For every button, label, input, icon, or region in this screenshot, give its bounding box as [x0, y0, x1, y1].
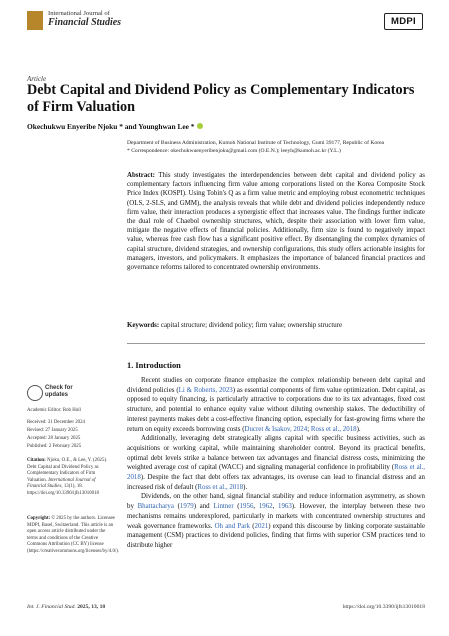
citation-link[interactable]: Ducret & Isakov, 2024: [244, 425, 308, 433]
keywords-text: capital structure; dividend policy; firm value; ownership structure: [160, 322, 343, 329]
orcid-icon[interactable]: [197, 123, 203, 129]
citation-link[interactable]: 2021: [254, 522, 269, 530]
accepted-date: Accepted: 28 January 2025: [27, 436, 81, 441]
keywords: [127, 321, 425, 330]
citation-link[interactable]: 1979: [179, 503, 194, 511]
section-body: [127, 376, 425, 551]
citation-link[interactable]: 1962: [258, 503, 273, 511]
section-heading: 1. Introduction: [127, 361, 181, 370]
paragraph-1: Recent studies on corporate finance emphasize the complex relationship between debt capital and dividend policies (Li & Roberts, 2023) as essential components of firm value optimization. Debt capital, as opposed to equity financing, is particularly attractive to corporations due to its tax advantages, fixed cost structure, and potential to enhance equity value without diluting ownership stakes. The deductibility of interest payments makes debt a cost-effective financing option, especially for fast-growing firms where the return on equity exceeds borrowing costs (Ducret & Isakov, 2024; Ross et al., 2018).: [127, 377, 425, 433]
abstract-text: This study investigates the interdependencies between debt capital and dividend policy as complementary factors influencing firm value among corporations listed on the Korea Composite Stock Price Index (KOSPI). Using Tobin's Q as a firm value metric and employing robust econometric techniques (OLS, 2-SLS, and GMM), the analysis reveals that while debt and dividend policies independently reduce firm value, their interaction produces a synergistic effect that increases value. The findings further indicate the dual role of Chaebol ownership structures, which, despite their association with lower firm value, mitigate the negative effects of financial policies. Additionally, firm size is found to negatively impact value, whereas free cash flow has a significant positive effect. By disentangling the complex dynamics of capital structure, dividend strategies, and ownership configurations, this study offers actionable insights for managers, investors, and policymakers. It emphasizes the importance of balanced financial practices and governance reforms tailored to concentrated ownership environments.: [127, 172, 425, 272]
citation-link[interactable]: Oh and Park: [214, 522, 250, 530]
affiliation: Department of Business Administration, Kumoh National Institute of Technology, Gumi 39177, Republic of Korea: [127, 140, 385, 146]
journal-name-line2: Financial Studies: [48, 17, 122, 28]
citation-link[interactable]: 1963: [278, 503, 292, 511]
authors-text: Okechukwu Enyeribe Njoku * and Younghwan Lee *: [27, 122, 195, 131]
paragraph-2: Additionally, leveraging debt strategically aligns capital with specific business activities, such as acquisitions or working capital, while maintaining shareholder control. Beyond its practical benefits, optimal debt levels strike a balance between tax advantages and financial distress costs, minimizing the weighted average cost of capital (WACC) and signaling managerial confidence in profitability (Ross et al., 2018). Despite the fact that debt offers tax advantages, its overuse can lead to financial distress and an increased risk of default (Ross et al., 2018).: [127, 435, 425, 491]
article-title: Debt Capital and Dividend Policy as Complementary Indicators of Firm Valuation: [27, 82, 415, 115]
journal-name-line1: International Journal of: [48, 10, 110, 17]
citation-link[interactable]: Ross et al., 2018: [310, 425, 357, 433]
journal-logo: [27, 11, 43, 30]
citation-link[interactable]: Ross et al., 2018: [197, 483, 244, 491]
citation-block: Citation: Njoku, O.E., & Lee, Y. (2025). Debt Capital and Dividend Policy as Complementary Indicators of Firm Valuation. International Journal of Financial Studies, 13(1), 18. https://doi.org/10.3390/ijfs13010018: [27, 458, 108, 496]
revised-date: Revised: 27 January 2025: [27, 428, 78, 433]
footer-journal-ref: Int. J. Financial Stud. 2025, 13, 18: [27, 604, 106, 610]
citation-link[interactable]: Bhattacharya: [137, 503, 174, 511]
author-list: [27, 122, 203, 131]
divider: [127, 343, 425, 344]
citation-link[interactable]: 1956: [239, 503, 254, 511]
citation-link[interactable]: Lintner: [213, 503, 234, 511]
mdpi-logo: MDPI: [384, 13, 423, 30]
check-updates-icon: [27, 385, 43, 401]
keywords-label: Keywords:: [127, 322, 160, 329]
citation-link[interactable]: Li & Roberts, 2023: [178, 386, 233, 394]
footer-doi[interactable]: https://doi.org/10.3390/ijfs13010018: [342, 604, 425, 610]
check-for-updates-badge[interactable]: Check for updates: [27, 382, 75, 408]
academic-editor: Academic Editor: Rob Hull: [27, 408, 81, 413]
correspondence: * Correspondence: okechukwuenyeribenjoku@gmail.com (O.E.N.); leeyh@kumoh.ac.kr (Y.L.): [127, 147, 341, 154]
affiliation-block: [127, 140, 427, 155]
article-type: Article: [27, 75, 47, 83]
citation-link[interactable]: Ross et al., 2018: [127, 464, 425, 482]
received-date: Received: 31 December 2024: [27, 420, 85, 425]
abstract: [127, 171, 425, 272]
published-date: Published: 2 February 2025: [27, 444, 82, 449]
abstract-label: Abstract:: [127, 172, 155, 179]
paragraph-3: Dividends, on the other hand, signal financial stability and reduce information asymmetry, as shown by Bhattacharya (1979) and Lintner (1956, 1962, 1963). However, the interplay between these two mechanisms remains underexplored, particularly in markets with concentrated ownership structures and weak governance frameworks. Oh and Park (2021) expand this discourse by linking corporate sustainable management (CSM) practices to dividend policies, finding that firms with superior CSM practices tend to distribute higher: [127, 493, 426, 549]
copyright-block: Copyright: © 2025 by the authors. Licensee MDPI, Basel, Switzerland. This article is an open access article distributed under the terms and conditions of the Creative Commons Attribution (CC BY) license (https://creativecommons.org/licenses/by/4.0/).: [27, 516, 120, 554]
